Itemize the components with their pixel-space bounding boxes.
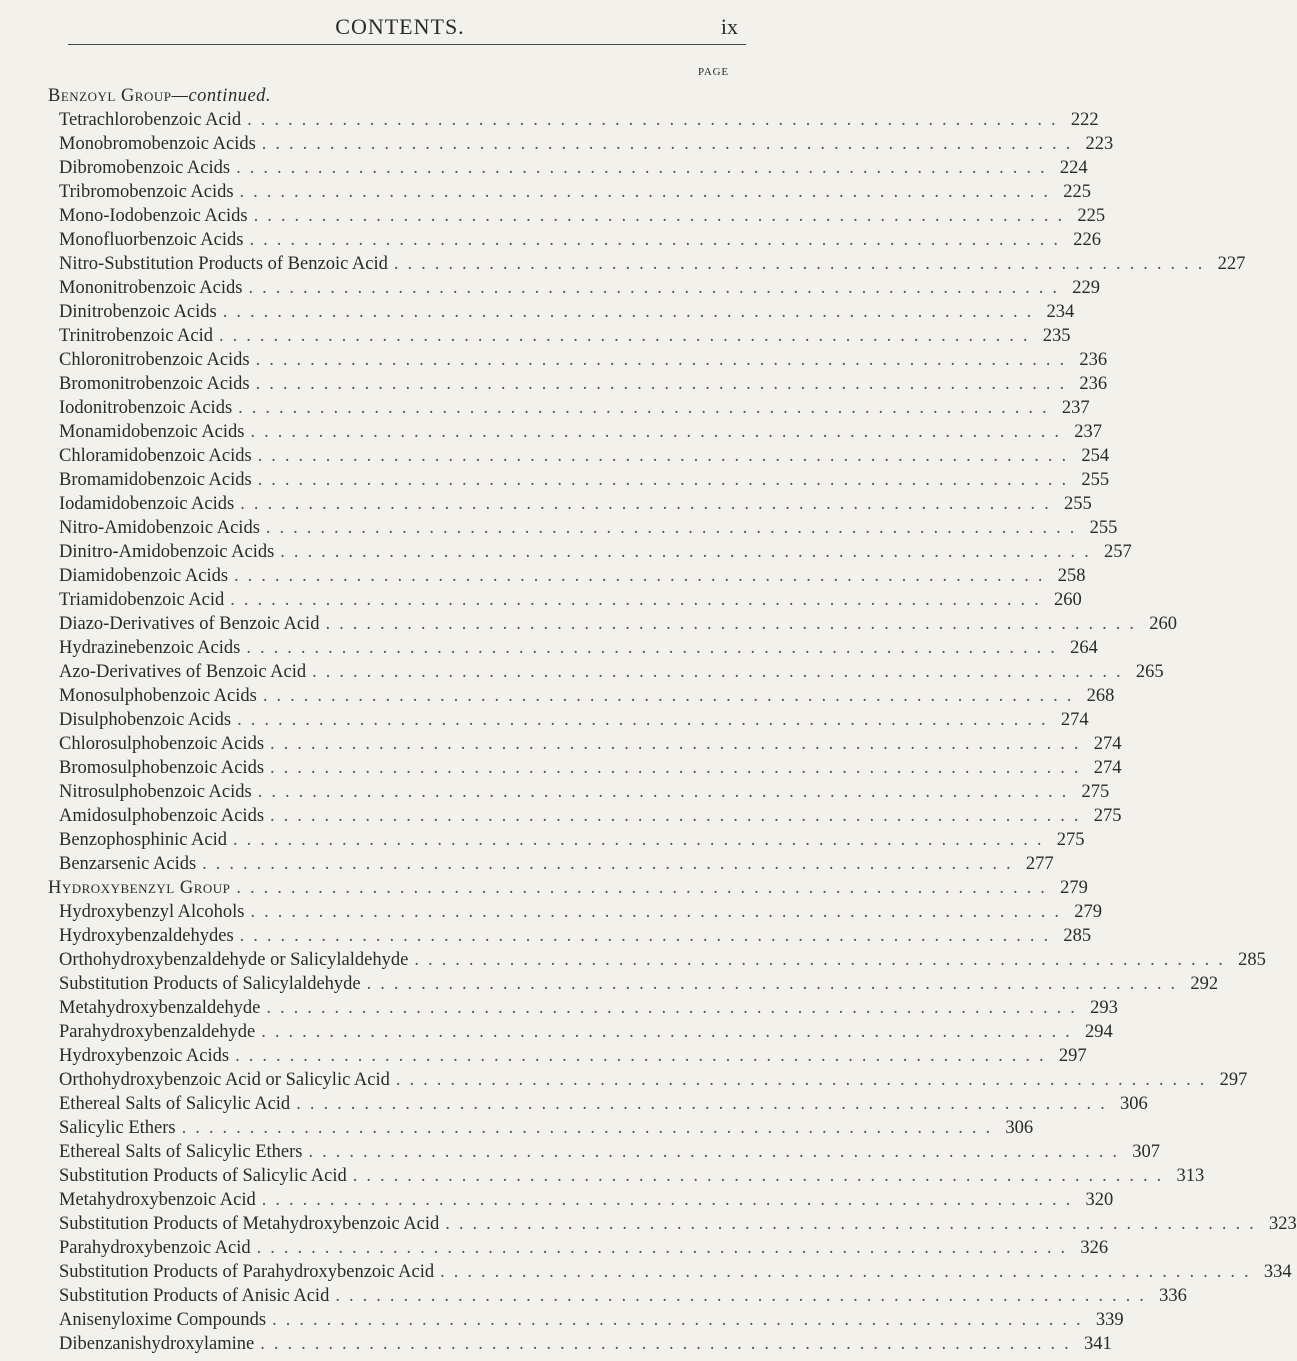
toc-entry bbox=[59, 780, 1110, 804]
leader-dots: ............................................................ bbox=[270, 758, 1088, 778]
toc-entry-title: Substitution Products of Metahydroxybenzoic Acid bbox=[59, 1214, 440, 1234]
toc-entry-page-number: 235 bbox=[1042, 326, 1071, 346]
toc-entry bbox=[59, 1212, 1297, 1236]
toc-entry bbox=[59, 732, 1122, 756]
leader-dots: ............................................................ bbox=[414, 950, 1232, 970]
leader-dots: ............................................................ bbox=[445, 1214, 1263, 1234]
leader-dots: ............................................................ bbox=[260, 1334, 1078, 1354]
toc-entry-page-number: 326 bbox=[1080, 1238, 1109, 1258]
toc-entry-page-number: 224 bbox=[1059, 158, 1088, 178]
toc-entry-title: Parahydroxybenzoic Acid bbox=[59, 1238, 251, 1258]
toc-entry-page-number: 292 bbox=[1190, 974, 1219, 994]
toc-entry-title: Substitution Products of Parahydroxybenzoic Acid bbox=[59, 1262, 435, 1282]
toc-entry bbox=[59, 132, 1114, 156]
toc-entry-page-number: 334 bbox=[1263, 1262, 1292, 1282]
leader-dots: ............................................................ bbox=[308, 1142, 1127, 1162]
toc-entry-page-number: 225 bbox=[1077, 206, 1106, 226]
toc-entry-page-number: 285 bbox=[1063, 926, 1092, 946]
toc-entry bbox=[59, 1308, 1124, 1332]
toc-entry-title: Monosulphobenzoic Acids bbox=[59, 686, 257, 706]
toc-entry bbox=[59, 828, 1085, 852]
leader-dots: ............................................................ bbox=[366, 974, 1185, 994]
leader-dots: ............................................................ bbox=[250, 422, 1068, 442]
toc-entry-page-number: 297 bbox=[1219, 1070, 1248, 1090]
toc-entry-title: Disulphobenzoic Acids bbox=[59, 710, 232, 730]
toc-entry-page-number: 225 bbox=[1063, 182, 1092, 202]
toc-entry-page-number: 264 bbox=[1070, 638, 1098, 658]
leader-dots: ............................................................ bbox=[234, 566, 1052, 586]
toc-entry bbox=[59, 540, 1132, 564]
leader-dots: ............................................................ bbox=[270, 806, 1088, 826]
toc-entry bbox=[59, 588, 1082, 612]
toc-entry-title: Trinitrobenzoic Acid bbox=[59, 326, 213, 346]
toc-entry-title: Orthohydroxybenzaldehyde or Salicylaldehyde bbox=[59, 950, 409, 970]
leader-dots: ............................................................ bbox=[257, 446, 1076, 466]
toc-entry bbox=[59, 684, 1115, 708]
leader-dots: ............................................................ bbox=[247, 110, 1065, 130]
toc-entry bbox=[59, 468, 1110, 492]
toc-entry bbox=[59, 900, 1102, 924]
toc-entry bbox=[59, 348, 1108, 372]
toc-entry bbox=[59, 108, 1099, 132]
toc-entry-title: Tetrachlorobenzoic Acid bbox=[59, 110, 242, 130]
toc-entry bbox=[59, 1164, 1205, 1188]
toc-entry-page-number: 265 bbox=[1135, 662, 1164, 682]
running-head-title: CONTENTS. bbox=[335, 14, 465, 39]
toc-entry bbox=[59, 1068, 1248, 1092]
leader-dots: ............................................................ bbox=[202, 854, 1020, 874]
toc-entry-title: Monofluorbenzoic Acids bbox=[59, 230, 244, 250]
toc-entry-title: Chloramidobenzoic Acids bbox=[59, 446, 252, 466]
leader-dots: ............................................................ bbox=[236, 158, 1054, 178]
toc-entry-title: Ethereal Salts of Salicylic Ethers bbox=[59, 1142, 303, 1162]
leader-dots: ............................................................ bbox=[218, 326, 1037, 346]
leader-dots: ............................................................ bbox=[261, 1190, 1080, 1210]
toc-entry-page-number: 306 bbox=[1005, 1118, 1034, 1138]
toc-entry bbox=[59, 252, 1246, 276]
leader-dots: ............................................................ bbox=[266, 998, 1084, 1018]
section-page-number: 279 bbox=[1060, 878, 1088, 898]
toc-entry-page-number: 226 bbox=[1073, 230, 1101, 250]
leader-dots: ............................................................ bbox=[246, 638, 1064, 658]
toc-entry-title: Dinitrobenzoic Acids bbox=[59, 302, 217, 322]
toc-entry-title: Azo-Derivatives of Benzoic Acid bbox=[59, 662, 307, 682]
toc-entry bbox=[59, 276, 1100, 300]
toc-entry bbox=[59, 660, 1164, 684]
toc-entry bbox=[59, 564, 1086, 588]
toc-entry-page-number: 237 bbox=[1061, 398, 1090, 418]
leader-dots: ............................................................ bbox=[262, 686, 1081, 706]
toc-entry-title: Mononitrobenzoic Acids bbox=[59, 278, 243, 298]
leader-dots: ............................................................ bbox=[240, 494, 1058, 514]
leader-dots: ............................................................ bbox=[236, 878, 1054, 898]
toc-entry-title: Substitution Products of Salicylic Acid bbox=[59, 1166, 347, 1186]
toc-entry-page-number: 277 bbox=[1025, 854, 1054, 874]
toc-entry bbox=[59, 444, 1110, 468]
toc-entry-title: Benzophosphinic Acid bbox=[59, 830, 228, 850]
toc-entry bbox=[59, 204, 1106, 228]
toc-entry-title: Bromamidobenzoic Acids bbox=[59, 470, 252, 490]
toc-entry-title: Hydroxybenzoic Acids bbox=[59, 1046, 230, 1066]
toc-entry-page-number: 306 bbox=[1119, 1094, 1148, 1114]
toc-entry bbox=[59, 300, 1075, 324]
toc-entry-page-number: 285 bbox=[1238, 950, 1266, 970]
toc-entry-page-number: 313 bbox=[1176, 1166, 1205, 1186]
section-heading-text: Hydroxybenzyl Group bbox=[48, 878, 231, 898]
toc-entry bbox=[59, 1092, 1148, 1116]
section-heading-suffix: —continued. bbox=[171, 86, 272, 106]
toc-entry-page-number: 341 bbox=[1083, 1334, 1112, 1354]
toc-entry bbox=[59, 924, 1092, 948]
toc-entry-page-number: 336 bbox=[1159, 1286, 1187, 1306]
toc-entry-title: Monobromobenzoic Acids bbox=[59, 134, 256, 154]
toc-entry-title: Bromosulphobenzoic Acids bbox=[59, 758, 265, 778]
toc-entry-page-number: 275 bbox=[1081, 782, 1110, 802]
leader-dots: ............................................................ bbox=[265, 518, 1084, 538]
page-folio: ix bbox=[720, 14, 738, 39]
toc-entry-page-number: 254 bbox=[1081, 446, 1110, 466]
toc-entry bbox=[59, 948, 1266, 972]
leader-dots: ............................................................ bbox=[270, 734, 1088, 754]
toc-entry-page-number: 237 bbox=[1074, 422, 1102, 442]
toc-entry-page-number: 236 bbox=[1079, 374, 1108, 394]
toc-entry-page-number: 260 bbox=[1149, 614, 1177, 634]
toc-entry-title: Monamidobenzoic Acids bbox=[59, 422, 245, 442]
toc-entry bbox=[59, 1260, 1292, 1284]
toc-entry-page-number: 227 bbox=[1217, 254, 1246, 274]
toc-entry-title: Nitrosulphobenzoic Acids bbox=[59, 782, 252, 802]
toc-entry bbox=[59, 996, 1118, 1020]
toc-entry bbox=[59, 516, 1118, 540]
leader-dots: ............................................................ bbox=[352, 1166, 1171, 1186]
toc-entry-title: Bromonitrobenzoic Acids bbox=[59, 374, 250, 394]
toc-entry bbox=[59, 1020, 1113, 1044]
toc-entry bbox=[59, 1284, 1187, 1308]
toc-entry-title: Mono-Iodobenzoic Acids bbox=[59, 206, 248, 226]
toc-entry-title: Amidosulphobenzoic Acids bbox=[59, 806, 265, 826]
leader-dots: ............................................................ bbox=[280, 542, 1098, 562]
toc-entry-title: Tribromobenzoic Acids bbox=[59, 182, 234, 202]
toc-entry bbox=[59, 1116, 1034, 1140]
toc-entry bbox=[59, 756, 1122, 780]
section-heading bbox=[48, 876, 1088, 900]
toc-entry-page-number: 236 bbox=[1079, 350, 1108, 370]
toc-entry bbox=[59, 156, 1088, 180]
section-heading-title bbox=[48, 84, 271, 108]
running-head bbox=[0, 14, 800, 54]
toc-entry bbox=[59, 492, 1092, 516]
toc-entry-title: Hydroxybenzaldehydes bbox=[59, 926, 234, 946]
toc-entry-page-number: 222 bbox=[1070, 110, 1099, 130]
toc-entry-page-number: 339 bbox=[1095, 1310, 1124, 1330]
toc-entry-title: Dibromobenzoic Acids bbox=[59, 158, 231, 178]
leader-dots: ............................................................ bbox=[393, 254, 1212, 274]
leader-dots: ............................................................ bbox=[255, 374, 1074, 394]
leader-dots: ............................................................ bbox=[250, 902, 1068, 922]
leader-dots: ............................................................ bbox=[257, 470, 1076, 490]
toc-entry-title: Triamidobenzoic Acid bbox=[59, 590, 225, 610]
toc-entry-title: Orthohydroxybenzoic Acid or Salicylic Acid bbox=[59, 1070, 390, 1090]
toc-entry-page-number: 229 bbox=[1072, 278, 1100, 298]
toc-entry-title: Diazo-Derivatives of Benzoic Acid bbox=[59, 614, 320, 634]
toc-entry-title: Nitro-Substitution Products of Benzoic Acid bbox=[59, 254, 388, 274]
toc-entry-title: Ethereal Salts of Salicylic Acid bbox=[59, 1094, 291, 1114]
toc-entry-page-number: 279 bbox=[1074, 902, 1102, 922]
toc-entry bbox=[59, 396, 1090, 420]
leader-dots: ............................................................ bbox=[235, 1046, 1053, 1066]
toc-entry-title: Benzarsenic Acids bbox=[59, 854, 197, 874]
toc-entry-page-number: 307 bbox=[1132, 1142, 1161, 1162]
section-heading-text: Benzoyl Group bbox=[48, 86, 172, 106]
leader-dots: ............................................................ bbox=[395, 1070, 1214, 1090]
toc-entry-page-number: 323 bbox=[1269, 1214, 1297, 1234]
toc-entry-title: Hydroxybenzyl Alcohols bbox=[59, 902, 245, 922]
toc-entry-page-number: 274 bbox=[1060, 710, 1089, 730]
leader-dots: ............................................................ bbox=[248, 278, 1066, 298]
toc-entry-title: Parahydroxybenzaldehyde bbox=[59, 1022, 256, 1042]
toc-entry-title: Chlorosulphobenzoic Acids bbox=[59, 734, 265, 754]
toc-entry-title: Nitro-Amidobenzoic Acids bbox=[59, 518, 260, 538]
toc-entry-page-number: 297 bbox=[1058, 1046, 1087, 1066]
section-heading bbox=[48, 84, 271, 108]
leader-dots: ............................................................ bbox=[253, 206, 1072, 226]
toc-entry bbox=[59, 972, 1219, 996]
leader-dots: ............................................................ bbox=[440, 1262, 1258, 1282]
leader-dots: ............................................................ bbox=[230, 590, 1048, 610]
toc-entry bbox=[59, 804, 1122, 828]
leader-dots: ............................................................ bbox=[261, 1022, 1079, 1042]
toc-entry bbox=[59, 420, 1102, 444]
toc-entry-page-number: 275 bbox=[1093, 806, 1122, 826]
leader-dots: ............................................................ bbox=[255, 350, 1074, 370]
toc-entry-page-number: 255 bbox=[1063, 494, 1092, 514]
leader-dots: ............................................................ bbox=[272, 1310, 1090, 1330]
toc-entry-page-number: 257 bbox=[1104, 542, 1132, 562]
toc-entry-title: Iodamidobenzoic Acids bbox=[59, 494, 235, 514]
toc-entry-title: Substitution Products of Salicylaldehyde bbox=[59, 974, 361, 994]
leader-dots: ............................................................ bbox=[222, 302, 1041, 322]
page-column-label: PAGE bbox=[698, 66, 729, 78]
toc-entry-title: Metahydroxybenzaldehyde bbox=[59, 998, 261, 1018]
leader-dots: ............................................................ bbox=[239, 182, 1058, 202]
toc-entry bbox=[59, 1332, 1112, 1356]
toc-entry-page-number: 268 bbox=[1086, 686, 1115, 706]
toc-entry-title: Substitution Products of Anisic Acid bbox=[59, 1286, 330, 1306]
leader-dots: ............................................................ bbox=[181, 1118, 1000, 1138]
toc-entry bbox=[59, 1188, 1114, 1212]
toc-entry-page-number: 274 bbox=[1093, 758, 1122, 778]
toc-entry bbox=[59, 708, 1089, 732]
toc-entry-page-number: 234 bbox=[1046, 302, 1075, 322]
leader-dots: ............................................................ bbox=[239, 926, 1058, 946]
toc-entry-page-number: 293 bbox=[1090, 998, 1118, 1018]
header-rule bbox=[68, 44, 746, 45]
toc-entry-title: Salicylic Ethers bbox=[59, 1118, 176, 1138]
leader-dots: ............................................................ bbox=[257, 782, 1076, 802]
toc-entry bbox=[59, 612, 1177, 636]
toc-entry bbox=[59, 636, 1098, 660]
leader-dots: ............................................................ bbox=[261, 134, 1080, 154]
leader-dots: ............................................................ bbox=[238, 398, 1056, 418]
toc-entry bbox=[59, 1140, 1161, 1164]
toc-entry-page-number: 223 bbox=[1085, 134, 1114, 154]
toc-entry-title: Anisenyloxime Compounds bbox=[59, 1310, 267, 1330]
toc-entry-title: Chloronitrobenzoic Acids bbox=[59, 350, 250, 370]
leader-dots: ............................................................ bbox=[256, 1238, 1075, 1258]
leader-dots: ............................................................ bbox=[296, 1094, 1114, 1114]
toc-entry bbox=[59, 1236, 1109, 1260]
leader-dots: ............................................................ bbox=[233, 830, 1051, 850]
toc-entry-page-number: 274 bbox=[1093, 734, 1122, 754]
toc-entry-page-number: 255 bbox=[1089, 518, 1118, 538]
section-heading-title bbox=[48, 876, 230, 900]
toc-entry-page-number: 294 bbox=[1084, 1022, 1113, 1042]
toc-entry-title: Dibenzanishydroxylamine bbox=[59, 1334, 255, 1354]
toc-entry-title: Diamidobenzoic Acids bbox=[59, 566, 229, 586]
leader-dots: ............................................................ bbox=[249, 230, 1067, 250]
leader-dots: ............................................................ bbox=[325, 614, 1143, 634]
leader-dots: ............................................................ bbox=[237, 710, 1055, 730]
toc-entry-page-number: 275 bbox=[1056, 830, 1085, 850]
toc-entry-page-number: 258 bbox=[1057, 566, 1086, 586]
leader-dots: ............................................................ bbox=[312, 662, 1130, 682]
toc-entry bbox=[59, 180, 1092, 204]
toc-entry bbox=[59, 852, 1054, 876]
toc-entry bbox=[59, 324, 1071, 348]
toc-entry-page-number: 260 bbox=[1054, 590, 1082, 610]
toc-entry-title: Dinitro-Amidobenzoic Acids bbox=[59, 542, 275, 562]
toc-entry bbox=[59, 228, 1101, 252]
toc-entry bbox=[59, 372, 1108, 396]
toc-entry-title: Iodonitrobenzoic Acids bbox=[59, 398, 233, 418]
toc-entry-page-number: 320 bbox=[1085, 1190, 1114, 1210]
toc-entry bbox=[59, 1044, 1087, 1068]
toc-entry-page-number: 255 bbox=[1081, 470, 1110, 490]
toc-entry-title: Hydrazinebenzoic Acids bbox=[59, 638, 241, 658]
leader-dots: ............................................................ bbox=[335, 1286, 1153, 1306]
toc-entry-title: Metahydroxybenzoic Acid bbox=[59, 1190, 256, 1210]
